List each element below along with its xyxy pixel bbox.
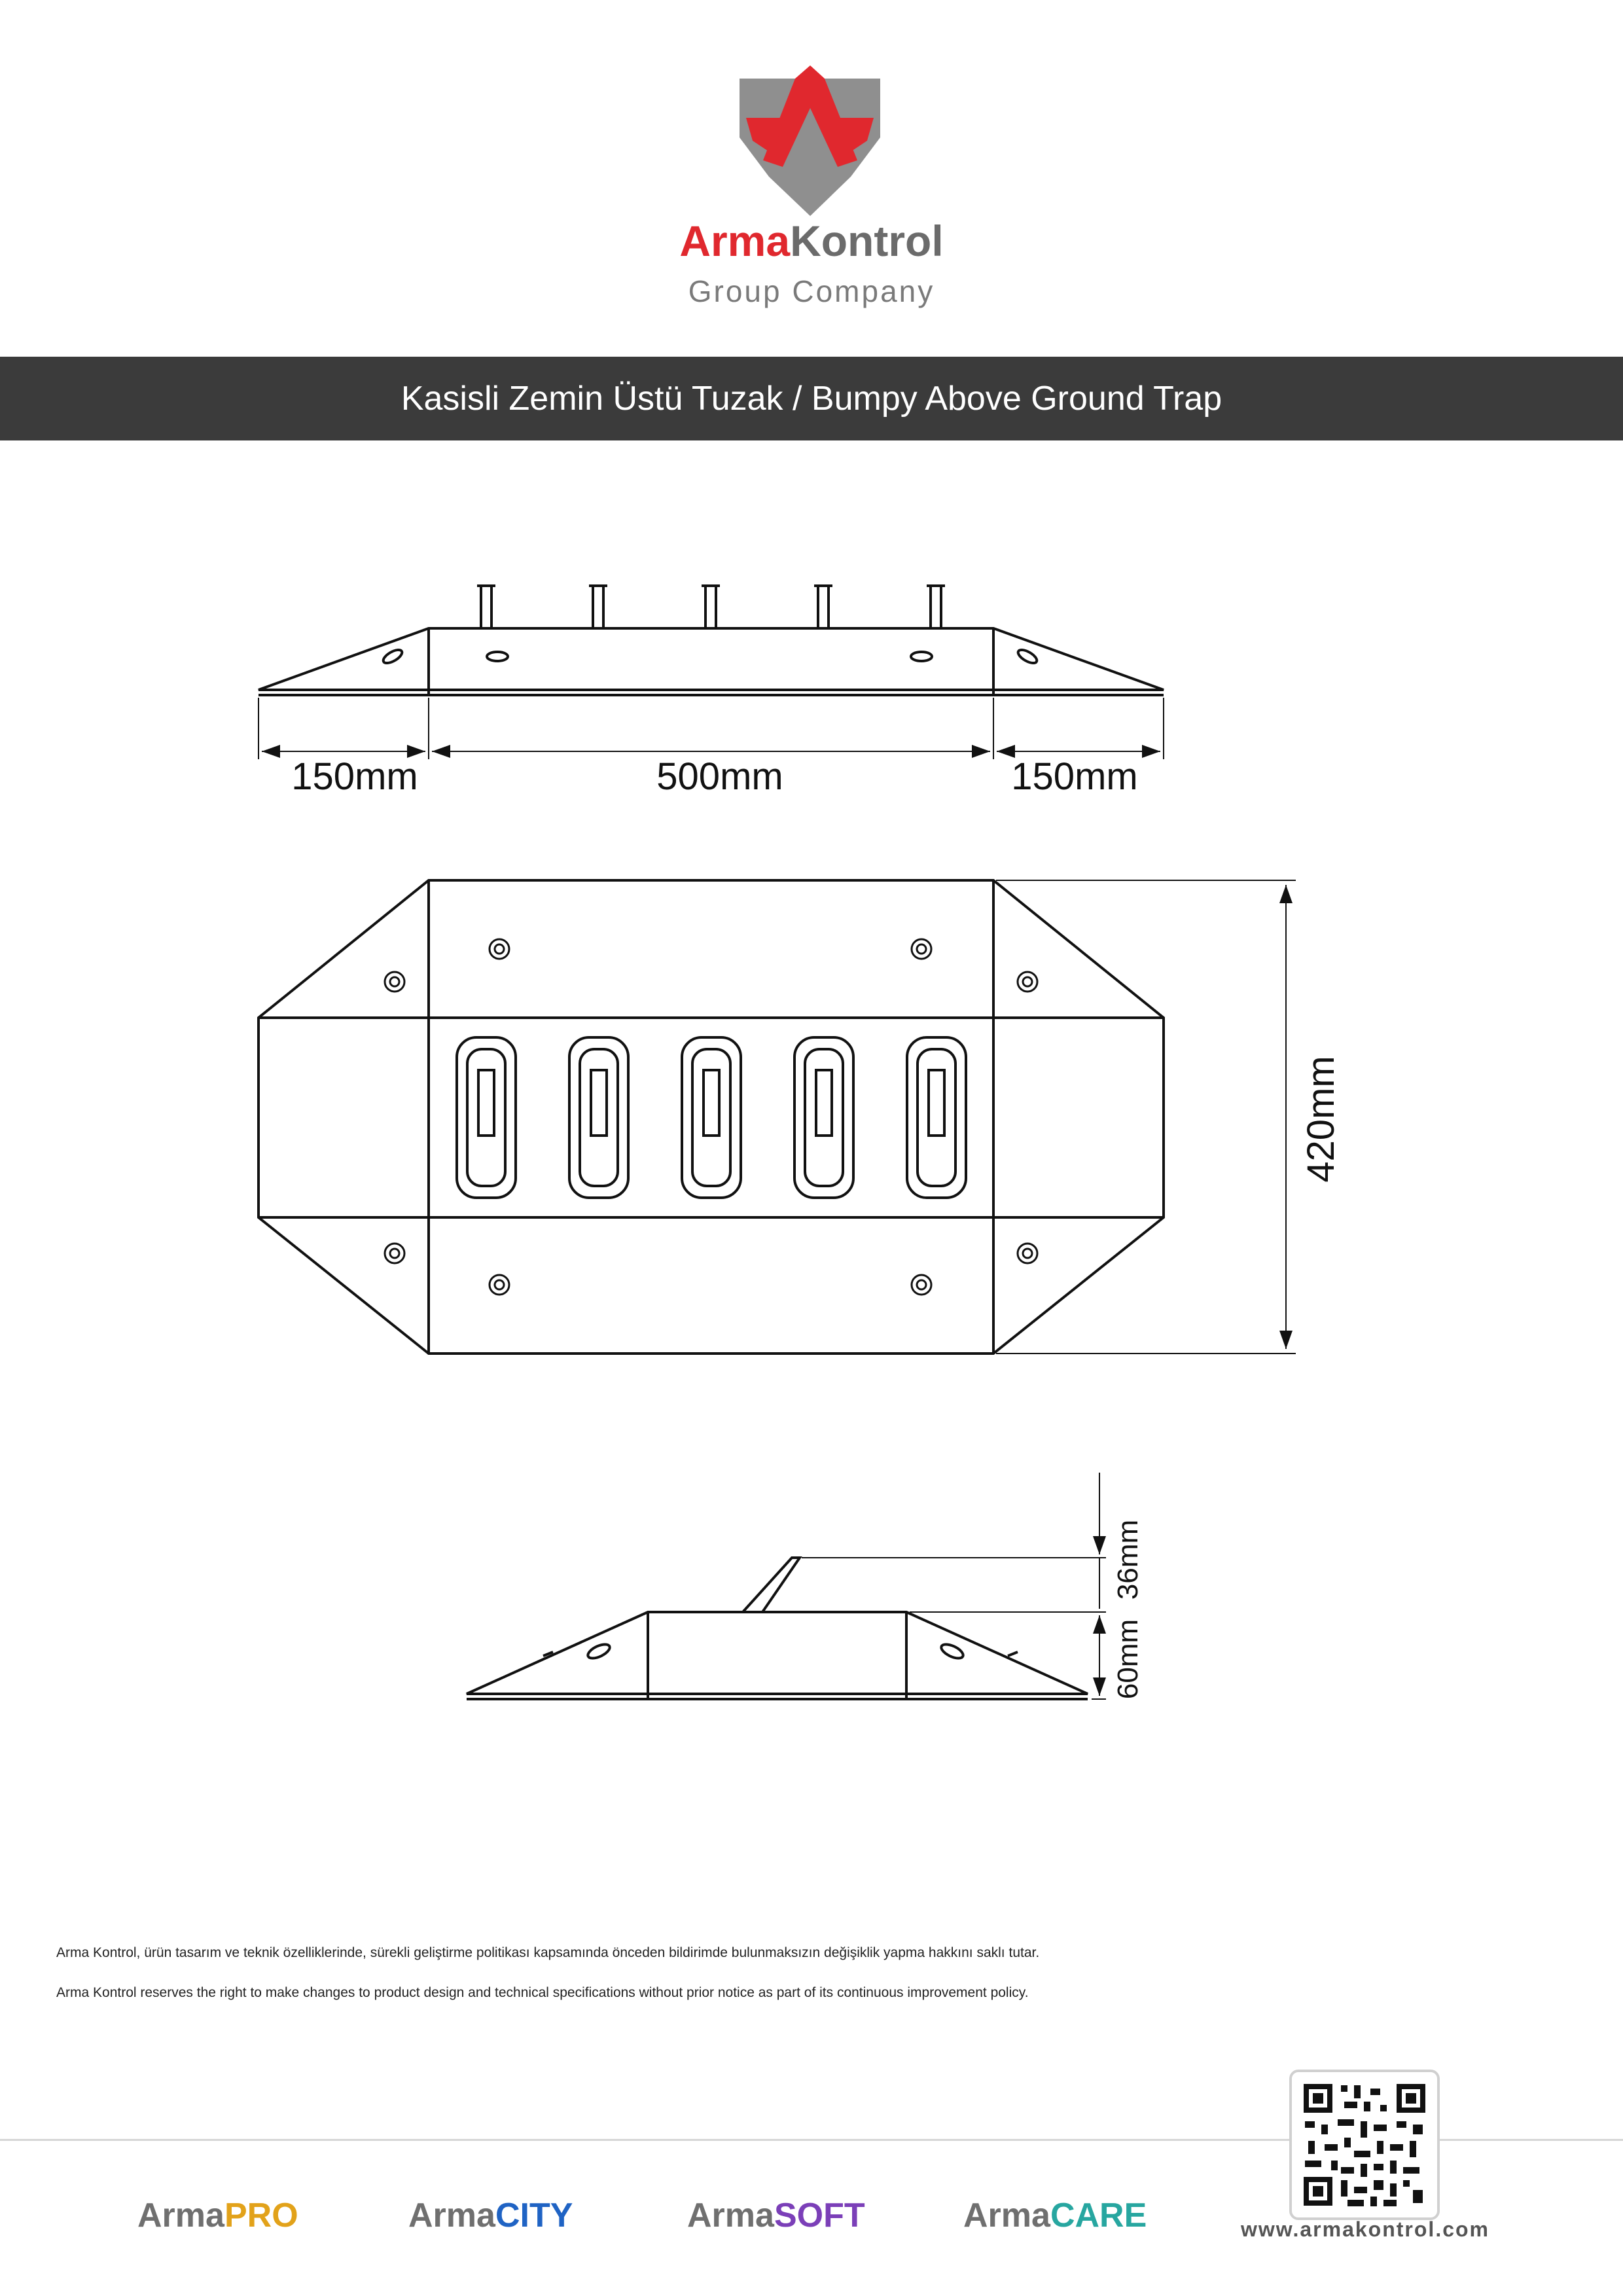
dim-body-label: 60mm xyxy=(1112,1619,1144,1700)
dim-spike-label: 36mm xyxy=(1112,1519,1144,1600)
footer-brand-suffix: PRO xyxy=(224,2197,298,2234)
disclaimer-tr: Arma Kontrol, ürün tasarım ve teknik özelliklerinde, sürekli geliştirme politikası kapsamında önceden bildirimde bulunmaksızın değişiklik yapma hakkını saklı tutar. xyxy=(56,1945,1040,1960)
brand-subtitle: Group Company xyxy=(688,274,935,308)
disclaimer-en: Arma Kontrol reserves the right to make changes to product design and technical specifications without prior notice as part of its continuous improvement policy. xyxy=(56,1985,1029,2000)
profile-view xyxy=(467,1473,1106,1699)
spike-slot xyxy=(457,1037,516,1198)
top-view xyxy=(259,880,1296,1354)
footer-brand-prefix: Arma xyxy=(137,2197,224,2234)
spike-slot xyxy=(907,1037,966,1198)
footer-brand-city[interactable] xyxy=(408,2196,573,2235)
spike xyxy=(589,586,607,628)
qr-code xyxy=(1289,2070,1440,2220)
footer-brand-prefix: Arma xyxy=(963,2197,1050,2234)
brand-name-part1: Arma xyxy=(679,217,791,265)
spike xyxy=(927,586,945,628)
dim-center-label: 500mm xyxy=(656,755,783,798)
spike xyxy=(702,586,720,628)
side-view xyxy=(259,586,1164,759)
dim-height-label: 420mm xyxy=(1300,1056,1342,1183)
footer-brand-soft[interactable] xyxy=(687,2196,865,2235)
dim-right-label: 150mm xyxy=(1011,755,1138,798)
website-link[interactable]: www.armakontrol.com xyxy=(1241,2217,1489,2241)
footer-brand-prefix: Arma xyxy=(687,2197,774,2234)
page-title: Kasisli Zemin Üstü Tuzak / Bumpy Above Ground Trap xyxy=(401,380,1222,418)
footer-brand-suffix: SOFT xyxy=(774,2197,865,2234)
spike-slot xyxy=(794,1037,853,1198)
footer-brand-prefix: Arma xyxy=(408,2197,495,2234)
footer-brand-care[interactable] xyxy=(963,2196,1147,2235)
spike-slot xyxy=(682,1037,741,1198)
spike xyxy=(477,586,495,628)
spike-slot xyxy=(569,1037,628,1198)
brand-name-part2: Kontrol xyxy=(790,217,944,265)
footer-brand-suffix: CITY xyxy=(495,2197,573,2234)
footer-brand-pro[interactable] xyxy=(137,2196,298,2235)
dim-left-label: 150mm xyxy=(291,755,418,798)
spike xyxy=(814,586,832,628)
footer-brand-suffix: CARE xyxy=(1050,2197,1147,2234)
qr-code-icon xyxy=(1292,2072,1437,2217)
